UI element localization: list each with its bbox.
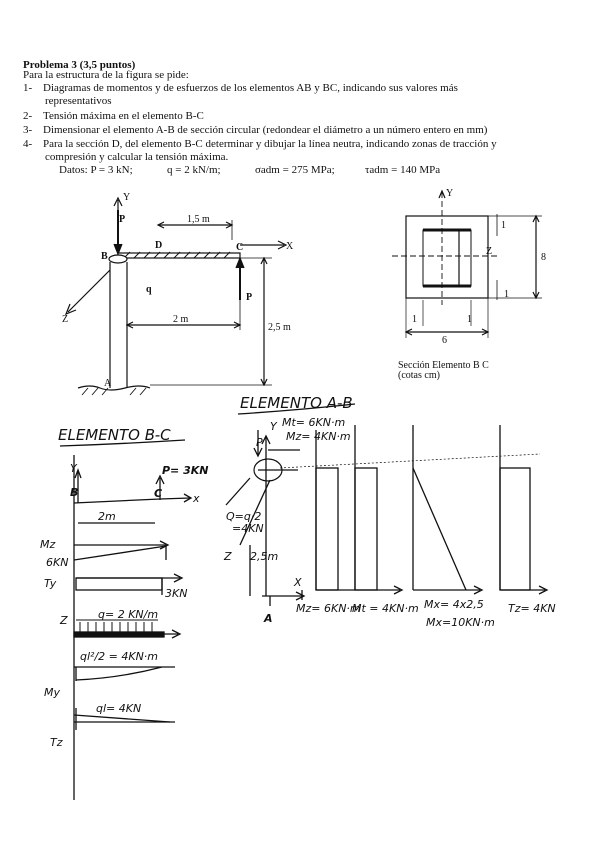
item-1-text: Diagramas de momentos y de esfuerzos de los elementos AB y BC, indicando sus valores más (43, 82, 458, 94)
bc-c: C (154, 487, 163, 500)
ab-q2: =4KN (232, 522, 264, 535)
item-2-num: 2- (23, 110, 33, 122)
bc-title: ELEMENTO B-C (58, 426, 171, 444)
ab-h: 2,5m (250, 550, 279, 563)
sec-caption2: (cotas cm) (398, 370, 440, 381)
datos-p: Datos: P = 3 kN; (59, 164, 133, 176)
ab-q: Q=q·2 (226, 510, 262, 523)
ab-mx-val2: Mx=10KN·m (426, 616, 495, 629)
ab-z: Z (224, 550, 232, 563)
ab-mt-val: Mt = 4KN·m (352, 602, 419, 615)
ab-y: Y (270, 420, 277, 433)
ab-p: P (256, 436, 263, 449)
item-3-text: Dimensionar el elemento A-B de sección circular (redondear el diámetro a un número entero en mm) (43, 124, 488, 136)
sec-tleft: 1 (412, 314, 417, 325)
bc-x: x (193, 492, 200, 505)
sec-h: 8 (541, 252, 546, 263)
ab-tz-val: Tz= 4KN (508, 602, 556, 615)
ab-a: A (264, 612, 273, 625)
fig-dim-15: 1,5 m (187, 214, 210, 225)
fig-dim-25: 2,5 m (268, 322, 291, 333)
handwritten-ab-diagrams (226, 404, 547, 606)
sec-y: Y (446, 188, 454, 199)
handwritten-bc-labels (40, 426, 209, 749)
bc-z: Z (60, 614, 68, 627)
ab-x: X (294, 576, 302, 589)
ab-mz-val: Mz= 6KN·m (296, 602, 361, 615)
fig-p-c: P (246, 292, 253, 303)
bc-mz-val: 6KN (46, 556, 69, 569)
structure-figure (66, 198, 286, 395)
bc-p: P= 3KN (162, 464, 209, 477)
item-4-text: Para la sección D, del elemento B-C determinar y dibujar la línea neutra, indicando zonas de tracción y (43, 138, 497, 150)
bc-b: B (70, 486, 79, 499)
fig-x: X (286, 241, 294, 252)
bc-tz: Tz (50, 736, 63, 749)
sec-z: Z (486, 246, 493, 257)
fig-y: Y (123, 192, 131, 203)
sec-ttop: 1 (501, 220, 506, 231)
cross-section-labels (398, 188, 546, 381)
problem-intro: Para la estructura de la figura se pide: (23, 69, 189, 81)
item-4-cont: compresión y calcular la tensión máxima. (45, 151, 229, 163)
item-1-num: 1- (23, 82, 33, 94)
fig-c: C (236, 242, 244, 253)
ab-mz: Mz= 4KN·m (286, 430, 351, 443)
datos-q: q = 2 kN/m; (167, 164, 221, 176)
bc-y: Y (70, 462, 77, 475)
datos-tau: τadm = 140 MPa (365, 164, 441, 176)
item-1-cont: representativos (45, 95, 112, 107)
fig-p-top: P (119, 214, 126, 225)
bc-ty: Ty (44, 577, 57, 590)
fig-b: B (101, 251, 108, 262)
datos-sigma: σadm = 275 MPa; (255, 164, 335, 176)
fig-z: Z (62, 314, 69, 325)
bc-qmoment: ql²/2 = 4KN·m (80, 650, 159, 663)
sec-caption1: Sección Elemento B C (398, 360, 489, 371)
handwritten-ab-labels (223, 394, 556, 629)
item-4-num: 4- (23, 138, 33, 150)
bc-ty-val: 3KN (165, 587, 188, 600)
bc-my: My (44, 686, 61, 699)
bc-mz: Mz (40, 538, 56, 551)
sec-tright: 1 (467, 314, 472, 325)
ab-mt: Mt= 6KN·m (282, 416, 346, 429)
fig-a: A (104, 378, 112, 389)
bc-ql: ql= 4KN (96, 702, 142, 715)
item-2-text: Tensión máxima en el elemento B-C (43, 110, 204, 122)
fig-dim-2: 2 m (173, 314, 189, 325)
ab-mx-val1: Mx= 4x2,5 (424, 598, 484, 611)
problem-title: Problema 3 (3,5 puntos) (23, 59, 136, 71)
item-3-num: 3- (23, 124, 33, 136)
bc-len: 2m (98, 510, 116, 523)
ab-title: ELEMENTO A-B (240, 394, 353, 412)
sec-b: 6 (442, 335, 447, 346)
structure-labels (62, 192, 294, 389)
sec-tbot: 1 (504, 289, 509, 300)
fig-d: D (155, 240, 163, 251)
fig-q: q (146, 284, 152, 295)
bc-q: q= 2 KN/m (98, 608, 159, 621)
